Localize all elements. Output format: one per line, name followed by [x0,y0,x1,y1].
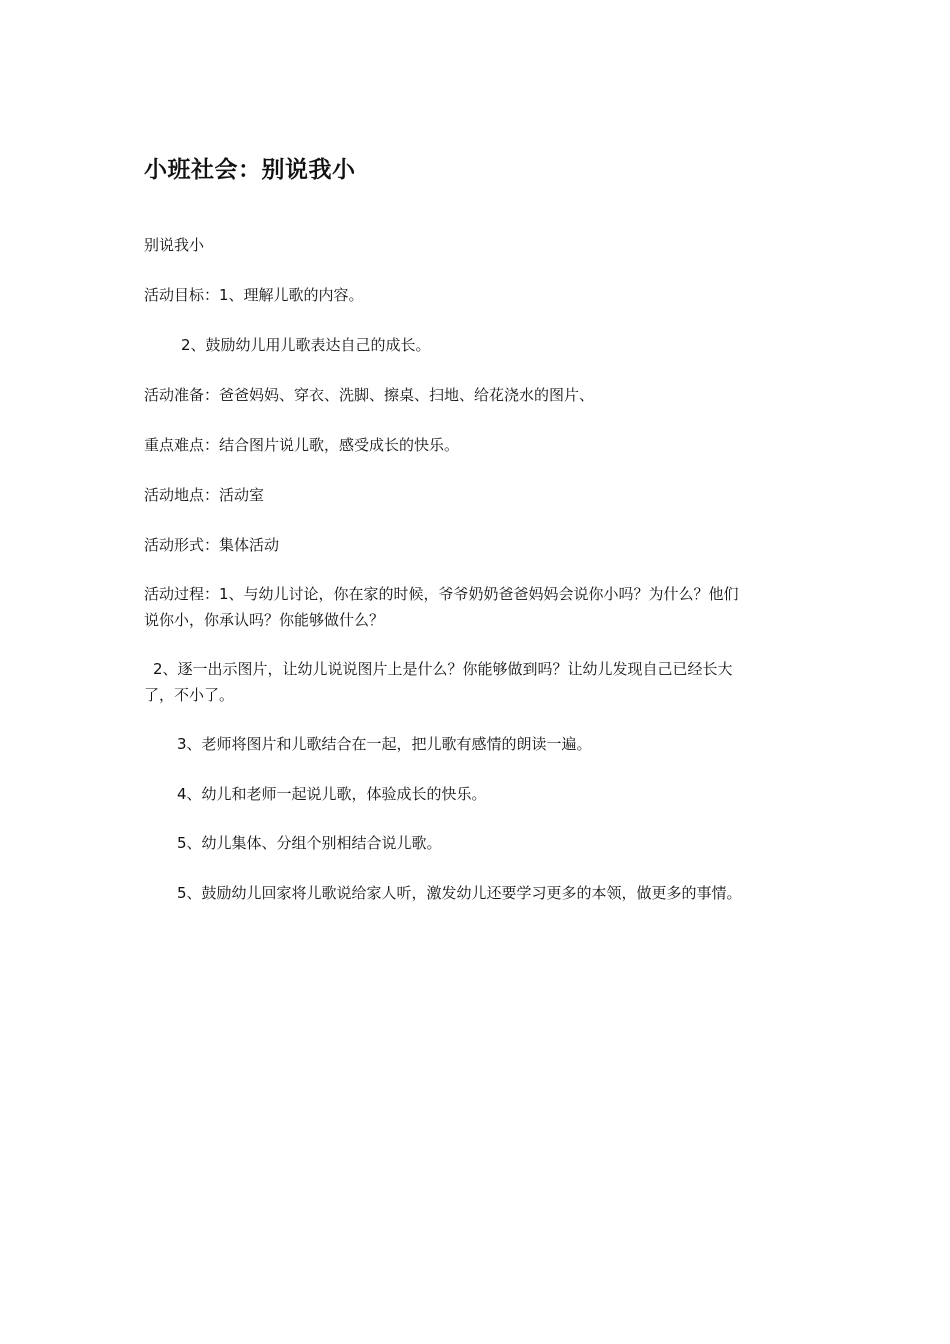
format-line: 活动形式：集体活动 [144,536,280,554]
document-title: 小班社会：别说我小 [144,157,356,183]
preparation-line: 活动准备：爸爸妈妈、穿衣、洗脚、擦桌、扫地、给花浇水的图片、 [144,386,595,404]
key-points-line: 重点难点：结合图片说儿歌，感受成长的快乐。 [144,436,460,454]
process-step-1-line-b: 说你小，你承认吗？你能够做什么？ [144,611,385,629]
process-step-3: 3、老师将图片和儿歌结合在一起，把儿歌有感情的朗读一遍。 [177,735,592,753]
process-step-6: 5、鼓励幼儿回家将儿歌说给家人听，激发幼儿还要学习更多的本领，做更多的事情。 [177,884,742,902]
process-step-4: 4、幼儿和老师一起说儿歌，体验成长的快乐。 [177,785,487,803]
goal-line-1: 活动目标：1、理解儿歌的内容。 [144,286,364,304]
process-step-1-line-a: 活动过程：1、与幼儿讨论，你在家的时候，爷爷奶奶爸爸妈妈会说你小吗？为什么？他们 [144,585,739,603]
process-step-5: 5、幼儿集体、分组个别相结合说儿歌。 [177,834,442,852]
subtitle: 别说我小 [144,236,205,254]
process-step-2-line-b: 了，不小了。 [144,686,235,704]
process-step-2-line-a: 2、逐一出示图片，让幼儿说说图片上是什么？你能够做到吗？让幼儿发现自己已经长大 [153,660,733,678]
goal-line-2: 2、鼓励幼儿用儿歌表达自己的成长。 [181,336,431,354]
location-line: 活动地点：活动室 [144,486,265,504]
